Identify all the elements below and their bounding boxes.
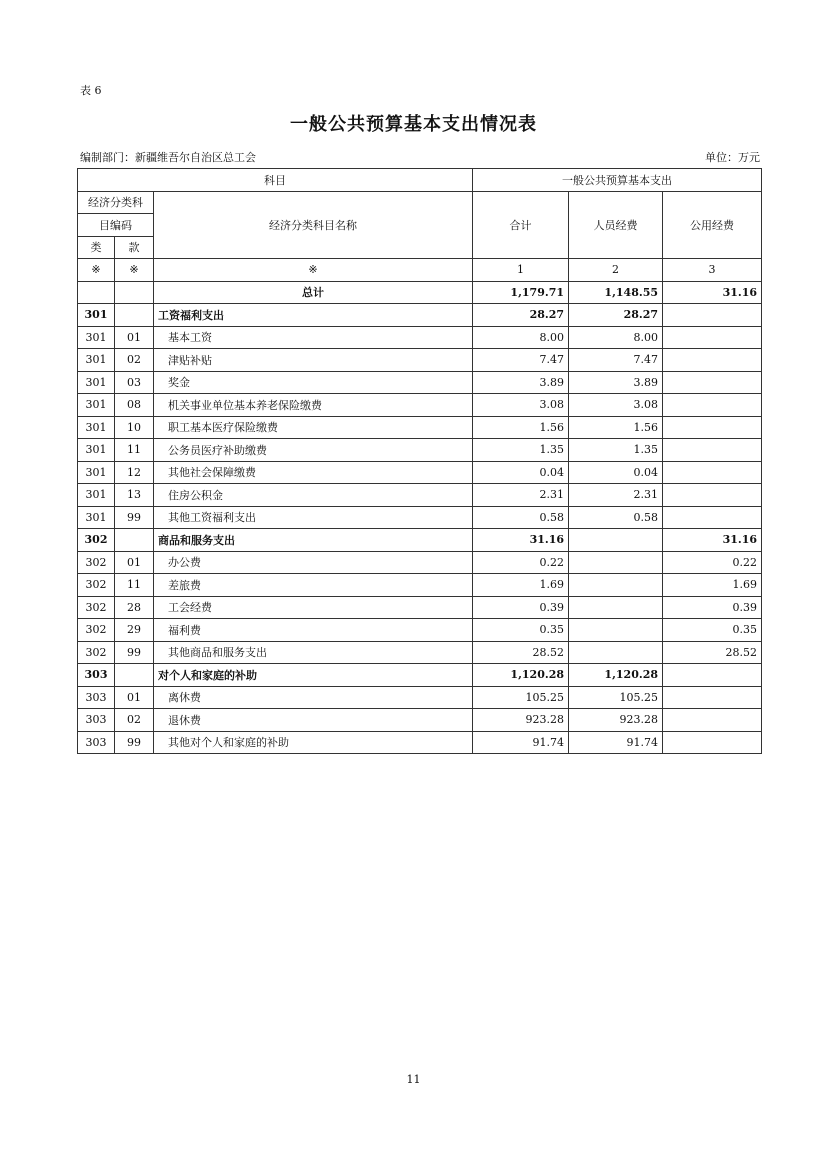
- personnel-value: 0.04: [569, 461, 663, 484]
- class-code: 301: [78, 394, 115, 417]
- table-row: [78, 574, 762, 597]
- table-number: 表 6: [80, 84, 102, 97]
- col-number-2: 2: [569, 259, 663, 282]
- personnel-value: 1.35: [569, 439, 663, 462]
- summary-personnel: 1,148.55: [569, 281, 663, 304]
- subject-name: 其他商品和服务支出: [154, 641, 473, 664]
- public-value: [663, 326, 762, 349]
- econ-code-header-line1: 经济分类科: [78, 191, 154, 214]
- table-row: [78, 664, 762, 687]
- summary-total: 1,179.71: [473, 281, 569, 304]
- public-value: 28.52: [663, 641, 762, 664]
- total-header: 合计: [473, 191, 569, 259]
- personnel-value: [569, 529, 663, 552]
- mark-cell: ※: [115, 259, 154, 282]
- table-row: [78, 551, 762, 574]
- subject-name: 工资福利支出: [154, 304, 473, 327]
- total-value: 3.89: [473, 371, 569, 394]
- item-code: 08: [115, 394, 154, 417]
- class-code: 303: [78, 709, 115, 732]
- total-value: 1.56: [473, 416, 569, 439]
- item-header: 款: [115, 236, 154, 259]
- class-code: 303: [78, 731, 115, 754]
- public-value: [663, 416, 762, 439]
- item-code: 99: [115, 641, 154, 664]
- personnel-value: 1,120.28: [569, 664, 663, 687]
- table-row: [78, 371, 762, 394]
- total-value: 1.35: [473, 439, 569, 462]
- personnel-value: 91.74: [569, 731, 663, 754]
- header-row-1: [78, 169, 762, 192]
- item-code: [115, 304, 154, 327]
- public-value: [663, 506, 762, 529]
- class-code: 301: [78, 439, 115, 462]
- total-value: 3.08: [473, 394, 569, 417]
- budget-table: [77, 168, 762, 754]
- personnel-value: [569, 574, 663, 597]
- class-header: 类: [78, 236, 115, 259]
- total-value: 1.69: [473, 574, 569, 597]
- total-value: 0.39: [473, 596, 569, 619]
- table-row: [78, 416, 762, 439]
- personnel-value: 28.27: [569, 304, 663, 327]
- personnel-value: 3.08: [569, 394, 663, 417]
- summary-label: 总计: [154, 281, 473, 304]
- total-value: 105.25: [473, 686, 569, 709]
- subject-name: 退休费: [154, 709, 473, 732]
- subject-name: 其他社会保障缴费: [154, 461, 473, 484]
- item-code: 11: [115, 574, 154, 597]
- class-code: 303: [78, 686, 115, 709]
- item-code: 02: [115, 709, 154, 732]
- class-code: 301: [78, 326, 115, 349]
- unit-label: 单位：万元: [705, 151, 760, 164]
- budget-header: 一般公共预算基本支出: [473, 169, 762, 192]
- public-value: 31.16: [663, 529, 762, 552]
- public-value: [663, 484, 762, 507]
- mark-cell: ※: [154, 259, 473, 282]
- personnel-value: 923.28: [569, 709, 663, 732]
- department-label: 编制部门：新疆维吾尔自治区总工会: [80, 151, 256, 164]
- subject-name: 基本工资: [154, 326, 473, 349]
- class-code: 301: [78, 371, 115, 394]
- public-value: [663, 731, 762, 754]
- public-header: 公用经费: [663, 191, 762, 259]
- subject-name: 奖金: [154, 371, 473, 394]
- class-code: 302: [78, 619, 115, 642]
- class-code: 301: [78, 461, 115, 484]
- class-code: 301: [78, 416, 115, 439]
- public-value: 0.35: [663, 619, 762, 642]
- table-row: [78, 619, 762, 642]
- subject-name: 津贴补贴: [154, 349, 473, 372]
- table-row: [78, 641, 762, 664]
- table-row: [78, 506, 762, 529]
- personnel-value: 2.31: [569, 484, 663, 507]
- item-code: 29: [115, 619, 154, 642]
- mark-cell: ※: [78, 259, 115, 282]
- subject-name: 公务员医疗补助缴费: [154, 439, 473, 462]
- summary-item-cell: [115, 281, 154, 304]
- table-row: [78, 349, 762, 372]
- subject-name: 离休费: [154, 686, 473, 709]
- total-value: 28.52: [473, 641, 569, 664]
- item-code: 01: [115, 551, 154, 574]
- total-value: 0.58: [473, 506, 569, 529]
- subject-name: 商品和服务支出: [154, 529, 473, 552]
- class-code: 301: [78, 349, 115, 372]
- table-row: [78, 304, 762, 327]
- table-row: [78, 709, 762, 732]
- econ-name-header: 经济分类科目名称: [154, 191, 473, 259]
- table-row: [78, 529, 762, 552]
- table-row: [78, 686, 762, 709]
- item-code: 99: [115, 731, 154, 754]
- class-code: 302: [78, 529, 115, 552]
- personnel-value: [569, 551, 663, 574]
- personnel-value: 0.58: [569, 506, 663, 529]
- subject-name: 其他对个人和家庭的补助: [154, 731, 473, 754]
- total-value: 1,120.28: [473, 664, 569, 687]
- subject-name: 福利费: [154, 619, 473, 642]
- class-code: 301: [78, 304, 115, 327]
- total-value: 0.04: [473, 461, 569, 484]
- header-row-5: [78, 259, 762, 282]
- personnel-value: [569, 641, 663, 664]
- table-row: [78, 439, 762, 462]
- table-row: [78, 326, 762, 349]
- total-value: 28.27: [473, 304, 569, 327]
- subject-name: 对个人和家庭的补助: [154, 664, 473, 687]
- item-code: 10: [115, 416, 154, 439]
- total-value: 923.28: [473, 709, 569, 732]
- table-row: [78, 596, 762, 619]
- public-value: [663, 439, 762, 462]
- public-value: [663, 686, 762, 709]
- header-row-2: [78, 191, 762, 214]
- page-number: 11: [406, 1073, 421, 1086]
- public-value: [663, 371, 762, 394]
- class-code: 302: [78, 574, 115, 597]
- item-code: 99: [115, 506, 154, 529]
- item-code: [115, 664, 154, 687]
- table-row: [78, 484, 762, 507]
- subject-name: 其他工资福利支出: [154, 506, 473, 529]
- item-code: 12: [115, 461, 154, 484]
- total-value: 2.31: [473, 484, 569, 507]
- personnel-value: 3.89: [569, 371, 663, 394]
- subject-name: 职工基本医疗保险缴费: [154, 416, 473, 439]
- class-code: 302: [78, 551, 115, 574]
- subject-name: 工会经费: [154, 596, 473, 619]
- summary-row: [78, 281, 762, 304]
- class-code: 303: [78, 664, 115, 687]
- table-row: [78, 731, 762, 754]
- subject-name: 办公费: [154, 551, 473, 574]
- table-row: [78, 461, 762, 484]
- subject-header: 科目: [78, 169, 473, 192]
- public-value: [663, 304, 762, 327]
- subject-name: 机关事业单位基本养老保险缴费: [154, 394, 473, 417]
- public-value: [663, 461, 762, 484]
- personnel-value: [569, 596, 663, 619]
- personnel-value: 8.00: [569, 326, 663, 349]
- col-number-1: 1: [473, 259, 569, 282]
- public-value: [663, 709, 762, 732]
- public-value: 0.22: [663, 551, 762, 574]
- item-code: 03: [115, 371, 154, 394]
- summary-class-cell: [78, 281, 115, 304]
- class-code: 302: [78, 596, 115, 619]
- item-code: 11: [115, 439, 154, 462]
- total-value: 91.74: [473, 731, 569, 754]
- personnel-header: 人员经费: [569, 191, 663, 259]
- total-value: 0.35: [473, 619, 569, 642]
- item-code: 02: [115, 349, 154, 372]
- public-value: 0.39: [663, 596, 762, 619]
- col-number-3: 3: [663, 259, 762, 282]
- total-value: 7.47: [473, 349, 569, 372]
- class-code: 302: [78, 641, 115, 664]
- subject-name: 住房公积金: [154, 484, 473, 507]
- item-code: 01: [115, 686, 154, 709]
- public-value: [663, 394, 762, 417]
- econ-code-header-line2: 目编码: [78, 214, 154, 237]
- item-code: 13: [115, 484, 154, 507]
- class-code: 301: [78, 506, 115, 529]
- page-title: 一般公共预算基本支出情况表: [290, 114, 537, 135]
- public-value: [663, 664, 762, 687]
- class-code: 301: [78, 484, 115, 507]
- public-value: [663, 349, 762, 372]
- personnel-value: 7.47: [569, 349, 663, 372]
- total-value: 8.00: [473, 326, 569, 349]
- personnel-value: 1.56: [569, 416, 663, 439]
- item-code: [115, 529, 154, 552]
- personnel-value: [569, 619, 663, 642]
- total-value: 31.16: [473, 529, 569, 552]
- total-value: 0.22: [473, 551, 569, 574]
- item-code: 28: [115, 596, 154, 619]
- item-code: 01: [115, 326, 154, 349]
- table-row: [78, 394, 762, 417]
- summary-public: 31.16: [663, 281, 762, 304]
- subject-name: 差旅费: [154, 574, 473, 597]
- personnel-value: 105.25: [569, 686, 663, 709]
- public-value: 1.69: [663, 574, 762, 597]
